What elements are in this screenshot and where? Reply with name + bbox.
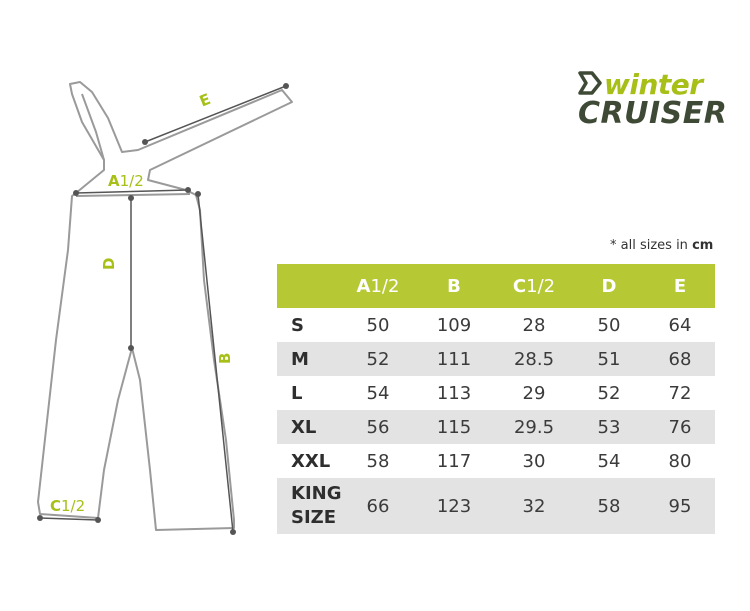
measure-value: 51: [573, 342, 645, 376]
label-c: C1/2: [50, 497, 86, 515]
header-letter: D: [601, 275, 617, 297]
header-cell-d: [573, 264, 645, 308]
size-table: [277, 264, 715, 534]
table-row: [277, 410, 715, 444]
measure-value: 113: [413, 376, 495, 410]
measure-value: 64: [645, 308, 715, 342]
header-letter: C: [512, 275, 527, 297]
size-label-part: KING: [291, 483, 342, 504]
measure-value: 109: [413, 308, 495, 342]
size-label: [277, 410, 343, 444]
size-label: [277, 444, 343, 478]
brand-logo: [578, 66, 728, 132]
measure-points: [37, 83, 289, 535]
measure-value: 123: [413, 478, 495, 534]
measure-value: 30: [495, 444, 573, 478]
size-label-part: XXL: [291, 450, 331, 472]
measure-value: 53: [573, 410, 645, 444]
measure-value: 50: [573, 308, 645, 342]
header-letter: E: [673, 275, 687, 297]
measure-value: 52: [573, 376, 645, 410]
measure-value: 58: [343, 444, 413, 478]
measure-value: 28: [495, 308, 573, 342]
size-label-part: M: [291, 348, 309, 370]
label-d: D: [100, 257, 118, 270]
measure-value: 117: [413, 444, 495, 478]
size-label-part: SIZE: [291, 507, 337, 528]
label-b: B: [216, 352, 234, 364]
measure-value: 28.5: [495, 342, 573, 376]
measure-value: 111: [413, 342, 495, 376]
label-a: A1/2: [108, 172, 144, 190]
table-row: [277, 342, 715, 376]
header-cell-a: [343, 264, 413, 308]
measure-value: 32: [495, 478, 573, 534]
measure-value: 68: [645, 342, 715, 376]
header-cell-e: [645, 264, 715, 308]
measure-value: 115: [413, 410, 495, 444]
size-label: [277, 308, 343, 342]
measure-value: 50: [343, 308, 413, 342]
brand-line-1: winter: [604, 68, 703, 101]
brand-chevron-icon: [578, 70, 602, 96]
units-note-prefix: * all sizes in: [610, 238, 693, 253]
size-label: [277, 342, 343, 376]
units-note: [610, 238, 713, 253]
bib-trousers-outline: [38, 82, 292, 530]
header-cell-size: [277, 264, 343, 308]
size-label-part: L: [291, 382, 303, 404]
measure-value: 76: [645, 410, 715, 444]
header-cell-c: [495, 264, 573, 308]
table-header-row: [277, 264, 715, 308]
measure-value: 56: [343, 410, 413, 444]
measure-lines: [40, 86, 286, 532]
header-suffix: 1/2: [526, 275, 556, 297]
measure-value: 54: [343, 376, 413, 410]
measure-value: 80: [645, 444, 715, 478]
measure-value: 29.5: [495, 410, 573, 444]
size-label-part: S: [291, 314, 304, 336]
table-row: [277, 478, 715, 534]
size-label: [277, 376, 343, 410]
measure-value: 29: [495, 376, 573, 410]
table-row: [277, 308, 715, 342]
units-note-unit: cm: [692, 238, 714, 253]
table-row: [277, 376, 715, 410]
size-label-part: XL: [291, 416, 317, 438]
brand-line-2: CRUISER: [578, 96, 728, 131]
measure-value: 66: [343, 478, 413, 534]
header-letter: B: [447, 275, 461, 297]
measure-value: 52: [343, 342, 413, 376]
header-cell-b: [413, 264, 495, 308]
measure-value: 95: [645, 478, 715, 534]
measure-value: 72: [645, 376, 715, 410]
header-suffix: 1/2: [370, 275, 400, 297]
label-e: E: [196, 89, 214, 111]
measure-value: 58: [573, 478, 645, 534]
header-letter: A: [356, 275, 371, 297]
measure-value: 54: [573, 444, 645, 478]
size-label: [277, 478, 343, 534]
table-row: [277, 444, 715, 478]
